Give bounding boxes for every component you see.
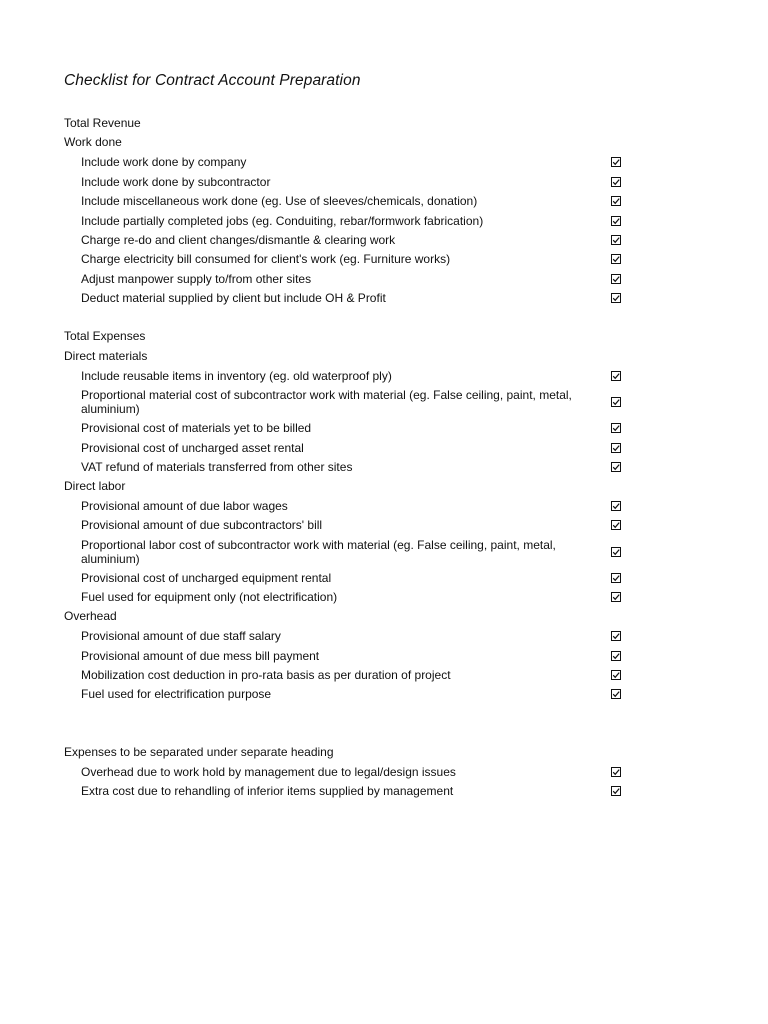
checklist-item-label: Extra cost due to rehandling of inferior items supplied by management: [81, 784, 454, 799]
list-direct-materials: [64, 366, 634, 477]
checklist-item-label: Include work done by subcontractor: [81, 174, 271, 189]
checked-box-icon: [611, 592, 621, 602]
checked-box-icon: [611, 443, 621, 453]
spacer: [64, 704, 634, 743]
checklist-item: [64, 385, 634, 418]
checked-box-icon: [611, 689, 621, 699]
checklist-item-label: Provisional amount of due labor wages: [81, 498, 288, 513]
checklist-item-label: Include partially completed jobs (eg. Conduiting, rebar/formwork fabrication): [81, 213, 484, 228]
checked-box-icon: [611, 157, 621, 167]
checklist-item: [64, 211, 634, 230]
checklist-item: [64, 230, 634, 249]
list-work-done: [64, 153, 634, 308]
checked-box-icon: [611, 520, 621, 530]
checklist-item-label: Fuel used for equipment only (not electrification): [81, 590, 338, 605]
checked-box-icon: [611, 573, 621, 583]
checklist-item: [64, 457, 634, 476]
checklist-item: [64, 568, 634, 587]
checklist-item: [64, 685, 634, 704]
checklist-item: [64, 192, 634, 211]
checklist-item: [64, 646, 634, 665]
subheading-overhead: Overhead: [64, 609, 117, 624]
section-heading-separate-expenses: Expenses to be separated under separate heading: [64, 744, 334, 759]
checked-box-icon: [611, 501, 621, 511]
checklist-item: [64, 496, 634, 515]
checked-box-icon: [611, 196, 621, 206]
subheading-direct-materials: Direct materials: [64, 348, 148, 363]
checklist-item: [64, 288, 634, 307]
page-title: Checklist for Contract Account Preparation: [64, 72, 361, 89]
checklist-item-label: Provisional cost of materials yet to be billed: [81, 421, 312, 436]
checklist-item-label: Provisional amount of due subcontractors' bill: [81, 518, 323, 533]
checklist-item: [64, 269, 634, 288]
checklist-item-label: Mobilization cost deduction in pro-rata basis as per duration of project: [81, 667, 451, 682]
checklist-item-label: Charge re-do and client changes/dismantle & clearing work: [81, 232, 396, 247]
checklist-item: [64, 782, 634, 801]
checklist-item-label: Provisional amount of due mess bill payment: [81, 648, 320, 663]
subheading-direct-labor: Direct labor: [64, 478, 126, 493]
checklist-item: [64, 665, 634, 684]
checked-box-icon: [611, 397, 621, 407]
checked-box-icon: [611, 786, 621, 796]
checklist-item-label: Charge electricity bill consumed for client's work (eg. Furniture works): [81, 252, 451, 267]
checklist-item-label: Include work done by company: [81, 155, 247, 170]
checklist-item-label: Provisional amount of due staff salary: [81, 629, 281, 644]
checked-box-icon: [611, 767, 621, 777]
checklist-item: [64, 588, 634, 607]
checked-box-icon: [611, 670, 621, 680]
checklist-item-label: Provisional cost of uncharged asset rental: [81, 440, 304, 455]
checklist-item-label: Proportional material cost of subcontractor work with material (eg. False ceiling, paint, metal, aluminium): [81, 388, 572, 417]
checked-box-icon: [611, 177, 621, 187]
checklist-item: [64, 172, 634, 191]
checked-box-icon: [611, 216, 621, 226]
list-separate-expenses: [64, 762, 634, 801]
checked-box-icon: [611, 371, 621, 381]
list-overhead: [64, 626, 634, 704]
checked-box-icon: [611, 462, 621, 472]
checked-box-icon: [611, 651, 621, 661]
checked-box-icon: [611, 423, 621, 433]
checked-box-icon: [611, 631, 621, 641]
checked-box-icon: [611, 235, 621, 245]
checklist-item-label: Overhead due to work hold by management due to legal/design issues: [81, 764, 456, 779]
section-heading-total-expenses: Total Expenses: [64, 329, 146, 344]
subheading-work-done: Work done: [64, 135, 122, 150]
checklist-item: [64, 250, 634, 269]
list-direct-labor: [64, 496, 634, 607]
checklist-item-label: Include miscellaneous work done (eg. Use of sleeves/chemicals, donation): [81, 194, 478, 209]
checklist-item: [64, 762, 634, 781]
checked-box-icon: [611, 547, 621, 557]
checklist-item: [64, 419, 634, 438]
checklist-item-label: Provisional cost of uncharged equipment rental: [81, 571, 332, 586]
spacer: [64, 308, 634, 327]
checklist-item-label: Proportional labor cost of subcontractor work with material (eg. False ceiling, paint, metal, aluminium): [81, 537, 556, 566]
checked-box-icon: [611, 254, 621, 264]
checklist-item: [64, 438, 634, 457]
checklist-item: [64, 535, 634, 568]
checklist-item-label: Deduct material supplied by client but include OH & Profit: [81, 291, 386, 306]
section-heading-total-revenue: Total Revenue: [64, 116, 141, 130]
checklist-item-label: Include reusable items in inventory (eg. old waterproof ply): [81, 368, 392, 383]
checklist-item: [64, 626, 634, 645]
checked-box-icon: [611, 274, 621, 284]
checklist-item: [64, 366, 634, 385]
checklist-item: [64, 153, 634, 172]
checklist-document: [64, 68, 634, 801]
checklist-item-label: VAT refund of materials transferred from other sites: [81, 460, 353, 475]
checklist-item-label: Fuel used for electrification purpose: [81, 687, 272, 702]
checklist-item-label: Adjust manpower supply to/from other sites: [81, 271, 312, 286]
checked-box-icon: [611, 293, 621, 303]
checklist-item: [64, 516, 634, 535]
